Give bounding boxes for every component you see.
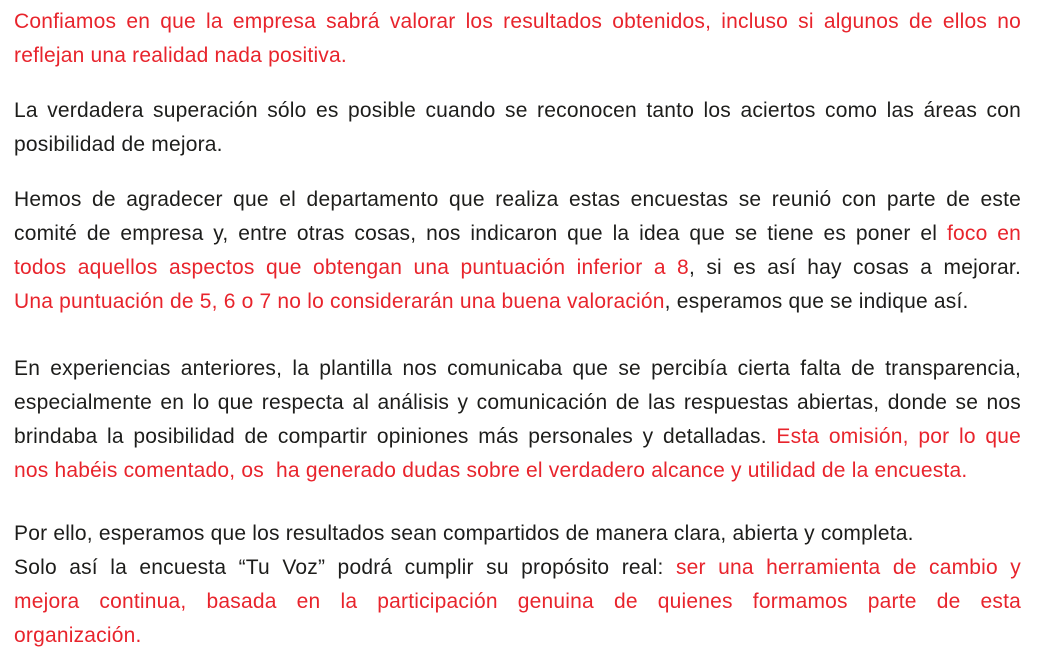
text-line xyxy=(14,517,1021,551)
text-run: foco en xyxy=(946,222,1021,245)
text-run: En experiencias anteriores, la plantilla nos comunicaba que se percibía cierta falta de transparencia, xyxy=(14,357,1021,380)
text-run: especialmente en lo que respecta al análisis y comunicación de las respuestas abiertas, donde se nos xyxy=(14,391,1021,414)
text-run: Hemos de agradecer que el departamento que realiza estas encuestas se reunió con parte de este xyxy=(14,188,1021,211)
text-line xyxy=(14,551,1021,585)
text-line xyxy=(14,454,1021,488)
text-line xyxy=(14,585,1021,619)
text-run: , esperamos que se indique así. xyxy=(664,290,969,313)
text-line xyxy=(14,251,1021,285)
text-run: todos aquellos aspectos que obtengan una puntuación inferior a 8 xyxy=(14,256,689,279)
document-body xyxy=(14,5,1021,653)
text-run: La verdadera superación sólo es posible cuando se reconocen tanto los aciertos como las áreas con xyxy=(14,99,1021,122)
paragraph xyxy=(14,352,1021,488)
text-run: Por ello, esperamos que los resultados sean compartidos de manera clara, abierta y completa. xyxy=(14,522,914,545)
text-run: brindaba la posibilidad de compartir opiniones más personales y detalladas. xyxy=(14,425,777,448)
text-run: reflejan una realidad nada positiva. xyxy=(14,44,347,67)
text-run: organización. xyxy=(14,624,142,647)
text-run: nos habéis comentado, os ha generado dudas sobre el verdadero alcance y utilidad de la encuesta. xyxy=(14,459,968,482)
text-run: ser una herramienta de cambio y xyxy=(675,556,1021,579)
text-line xyxy=(14,183,1021,217)
text-run: Una puntuación de 5, 6 o 7 no lo considerarán una buena valoración xyxy=(14,290,665,313)
text-line xyxy=(14,420,1021,454)
text-line xyxy=(14,386,1021,420)
text-line xyxy=(14,619,1021,653)
text-line xyxy=(14,217,1021,251)
text-run: comité de empresa y, entre otras cosas, nos indicaron que la idea que se tiene es poner el xyxy=(14,222,947,245)
text-run: posibilidad de mejora. xyxy=(14,133,223,156)
paragraph xyxy=(14,517,1021,653)
text-line xyxy=(14,128,1021,162)
paragraph xyxy=(14,94,1021,162)
paragraph xyxy=(14,5,1021,73)
text-line xyxy=(14,285,1021,319)
paragraph xyxy=(14,183,1021,319)
text-line xyxy=(14,39,1021,73)
text-line xyxy=(14,352,1021,386)
text-run: , si es así hay cosas a mejorar. xyxy=(688,256,1021,279)
text-run: Solo así la encuesta “Tu Voz” podrá cumplir su propósito real: xyxy=(14,556,676,579)
text-line xyxy=(14,94,1021,128)
text-run: Esta omisión, por lo que xyxy=(776,425,1022,448)
text-run: mejora continua, basada en la participación genuina de quienes formamos parte de esta xyxy=(14,590,1021,613)
text-line xyxy=(14,5,1021,39)
text-run: Confiamos en que la empresa sabrá valorar los resultados obtenidos, incluso si algunos de ellos no xyxy=(14,10,1021,33)
